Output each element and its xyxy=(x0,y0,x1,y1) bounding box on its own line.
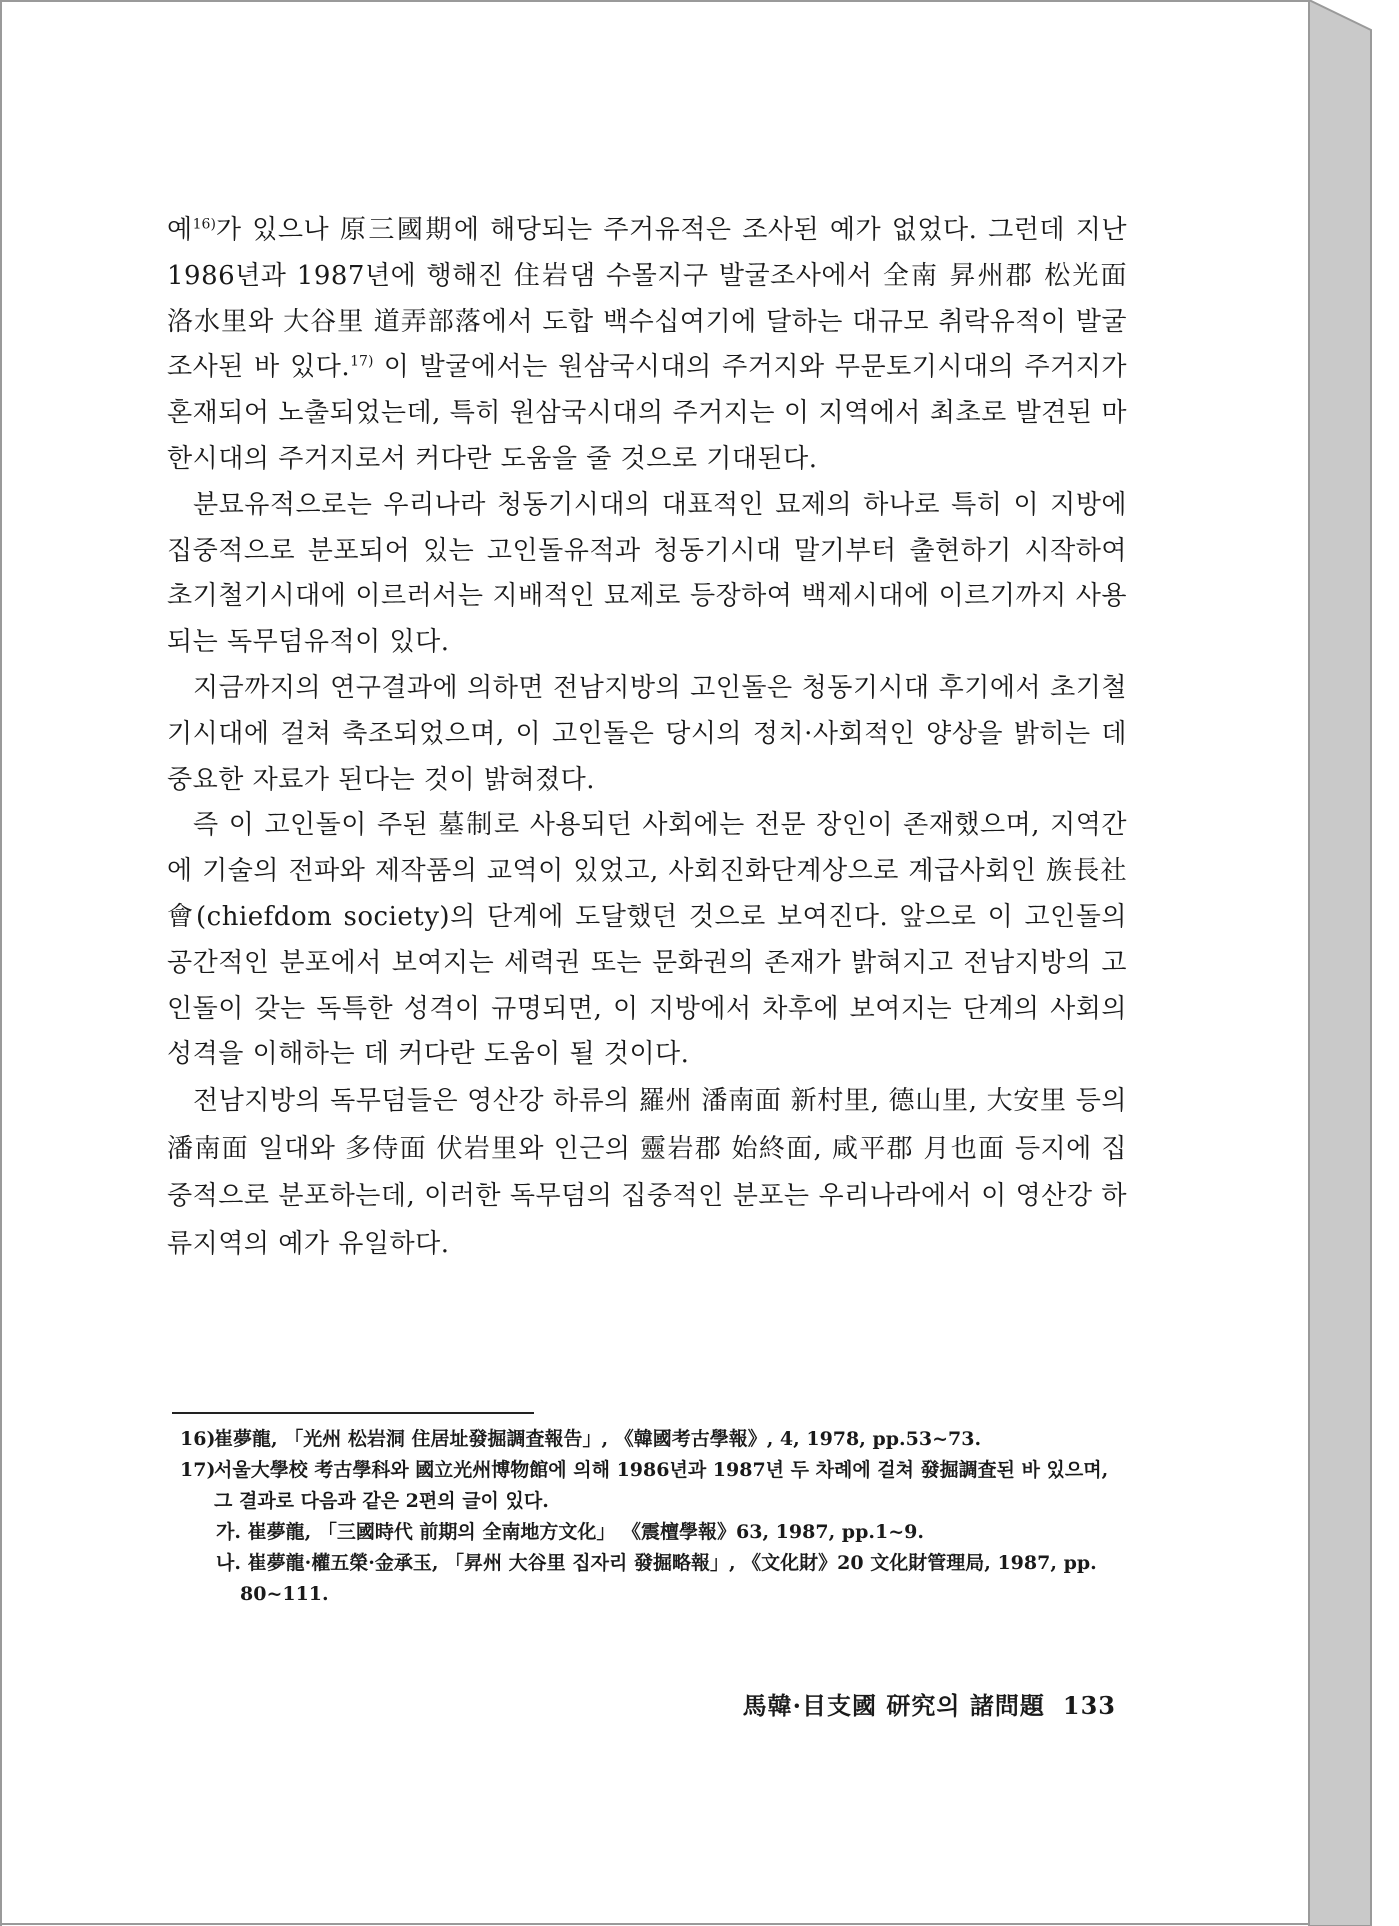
footnote-17 xyxy=(172,1455,1122,1517)
running-footer xyxy=(743,1686,1116,1721)
footnote-divider xyxy=(172,1412,534,1414)
footnote-17-item-a: 가. 崔夢龍, 「三國時代 前期의 全南地方文化」 《震檀學報》63, 1987, pp.1~9. xyxy=(216,1521,924,1543)
running-footer-title: 馬韓·目支國 研究의 諸問題 xyxy=(742,1691,1045,1720)
paragraph-3: 지금까지의 연구결과에 의하면 전남지방의 고인돌은 청동기시대 후기에서 초기철기시대에 걸쳐 축조되었으며, 이 고인돌은 당시의 정치·사회적인 양상을 밝히는 데 중요한 자료가 된다는 것이 밝혀졌다. xyxy=(167,672,1127,795)
footnote-ref-16[interactable]: 16) xyxy=(192,216,216,233)
paragraph-1-end: 이 발굴에서는 원삼국시대의 주거지와 무문토기시대의 주거지가 혼재되어 노출되었는데, 특히 원삼국시대의 주거지는 이 지역에서 최초로 발견된 마한시대의 주거지로서 커다란 도움을 줄 것으로 기대된다. xyxy=(167,352,1127,474)
footnotes xyxy=(172,1424,1122,1610)
footnote-number: 17) xyxy=(180,1459,216,1481)
paragraph-1 xyxy=(167,208,1127,483)
paragraph-4: 즉 이 고인돌이 주된 墓制로 사용되던 사회에는 전문 장인이 존재했으며, 지역간에 기술의 전파와 제작품의 교역이 있었고, 사회진화단계상으로 계급사회인 族長社會(chiefdom society)의 단계에 도달했던 것으로 보여진다. 앞으로 이 고인돌의 공간적인 분포에서 보여지는 세력권 또는 문화권의 존재가 밝혀지고 전남지방의 고인돌이 갖는 독특한 성격이 규명되면, 이 지방에서 차후에 보여지는 단계의 사회의 성격을 이해하는 데 커다란 도움이 될 것이다. xyxy=(167,810,1127,1070)
page-number: 133 xyxy=(1062,1691,1116,1720)
footnote-text: 崔夢龍, 「光州 松岩洞 住居址發掘調査報告」, 《韓國考古學報》, 4, 1978, pp.53~73. xyxy=(214,1428,982,1450)
footnote-17-item-b: 나. 崔夢龍·權五榮·金承玉, 「昇州 大谷里 집자리 發掘略報」, 《文化財》20 文化財管理局, 1987, pp. 80~111. xyxy=(216,1552,1097,1605)
paragraph-1-start: 예 xyxy=(167,215,193,245)
footnote-ref-17[interactable]: 17) xyxy=(350,353,374,370)
paragraph-5: 전남지방의 독무덤들은 영산강 하류의 羅州 潘南面 新村里, 德山里, 大安里 등의 潘南面 일대와 多侍面 伏岩里와 인근의 靈岩郡 始終面, 咸平郡 月也面 등지에 집중적으로 분포하는데, 이러한 독무덤의 집중적인 분포는 우리나라에서 이 영산강 하류지역의 예가 유일하다. xyxy=(167,1086,1127,1259)
footnote-16 xyxy=(172,1424,1122,1455)
body-text xyxy=(167,208,1127,1268)
paragraph-1-middle: 가 있으나 原三國期에 해당되는 주거유적은 조사된 예가 없었다. 그런데 지난 1986년과 1987년에 행해진 住岩댐 수몰지구 발굴조사에서 全南 昇州郡 松光面 洛水里와 大谷里 道弄部落에서 도합 백수십여기에 달하는 대규모 취락유적이 발굴조사된 바 있다. xyxy=(167,215,1127,383)
paragraph-2: 분묘유적으로는 우리나라 청동기시대의 대표적인 묘제의 하나로 특히 이 지방에 집중적으로 분포되어 있는 고인돌유적과 청동기시대 말기부터 출현하기 시작하여 초기철기시대에 이르러서는 지배적인 묘제로 등장하여 백제시대에 이르기까지 사용되는 독무덤유적이 있다. xyxy=(167,489,1127,658)
footnote-number: 16) xyxy=(180,1428,216,1450)
footnote-text: 서울大學校 考古學科와 國立光州博物館에 의해 1986년과 1987년 두 차례에 걸쳐 發掘調査된 바 있으며, 그 결과로 다음과 같은 2편의 글이 있다. xyxy=(214,1459,1109,1512)
